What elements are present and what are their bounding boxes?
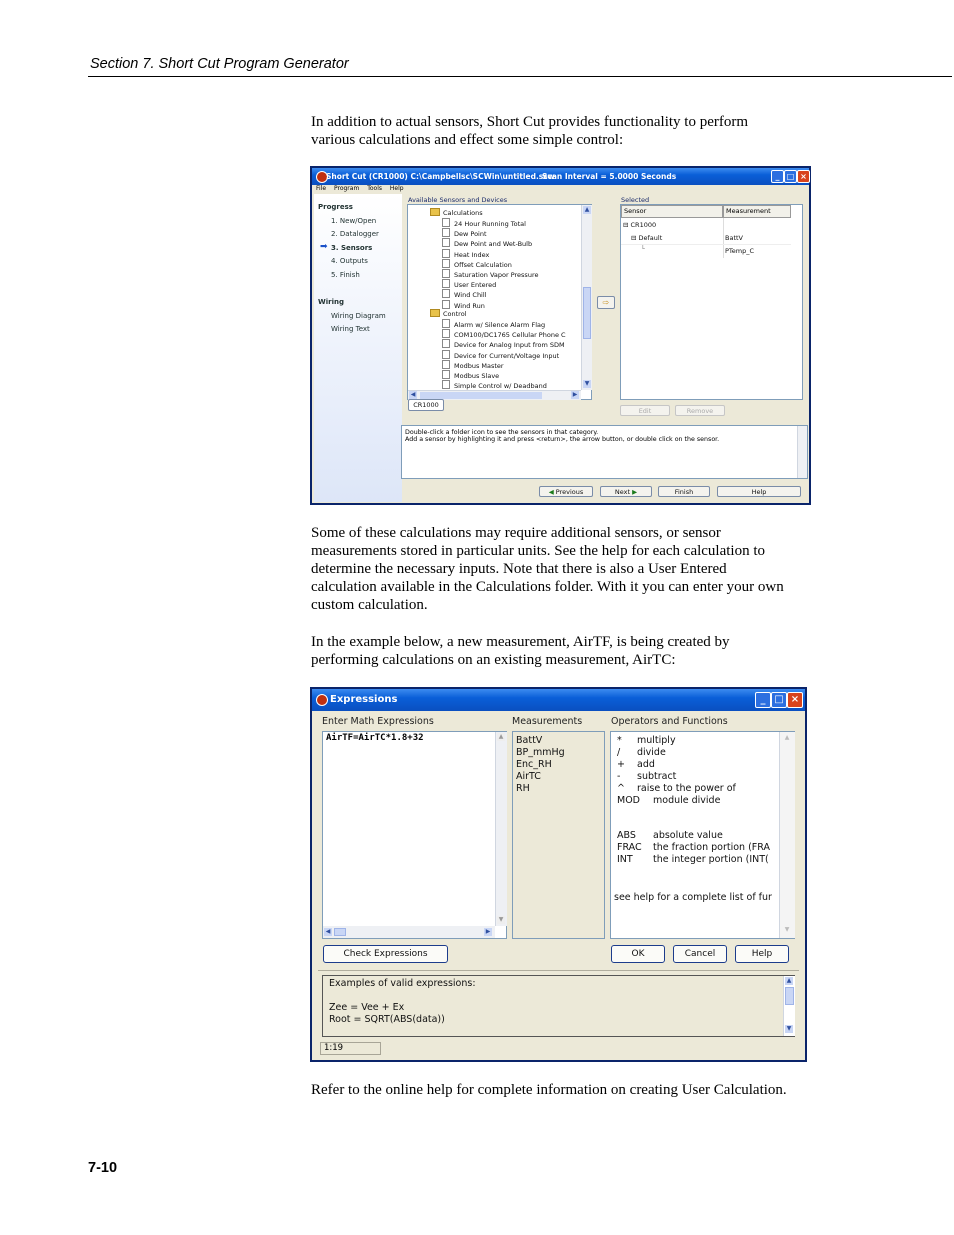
progress-sidebar [314, 194, 402, 502]
measurement-item[interactable]: Enc_RH [516, 759, 552, 770]
available-label: Available Sensors and Devices [408, 196, 508, 204]
closing-paragraph: Refer to the online help for complete information on creating User Calculation. [311, 1082, 787, 1098]
function-symbol[interactable]: FRAC [617, 842, 642, 853]
remove-button[interactable]: Remove [675, 405, 725, 416]
operator-description: raise to the power of [637, 783, 736, 794]
minimize-icon[interactable]: _ [771, 170, 784, 183]
scroll-right-icon[interactable]: ▶ [572, 391, 578, 398]
measurements-label: Measurements [512, 716, 583, 727]
finish-button[interactable]: Finish [658, 486, 710, 497]
expressions-titlebar [312, 689, 805, 711]
minimize-icon[interactable]: _ [755, 692, 771, 708]
intro-line: In addition to actual sensors, Short Cut provides functionality to perform [311, 114, 749, 130]
para2-line: custom calculation. [311, 597, 428, 613]
menu-file[interactable]: File [316, 185, 327, 192]
examples-scroll-down-icon[interactable]: ▼ [786, 1025, 792, 1032]
operator-description: module divide [653, 795, 721, 806]
next-button[interactable] [600, 486, 652, 497]
measurements-list[interactable] [512, 731, 605, 939]
see-help-note: see help for a complete list of fur [614, 892, 772, 903]
editor-scroll-right-icon[interactable]: ▶ [485, 928, 491, 935]
function-symbol[interactable]: INT [617, 854, 633, 865]
scan-interval: Scan Interval = 5.0000 Seconds [542, 172, 677, 181]
calculation-item[interactable]: Dew Point [442, 228, 487, 238]
help-text-box [401, 425, 808, 479]
intro-paragraph [311, 113, 811, 149]
expressions-title: Expressions [330, 694, 398, 705]
measurement-item[interactable]: RH [516, 783, 530, 794]
operator-description: multiply [637, 735, 676, 746]
calculations-folder[interactable]: Calculations [430, 208, 483, 217]
para2-line: Some of these calculations may require additional sensors, or sensor [311, 525, 721, 541]
column-measurement[interactable]: Measurement [723, 205, 791, 218]
step-finish[interactable]: 5. Finish [331, 271, 360, 279]
para2-line: determine the necessary inputs. Note that there is also a User Entered [311, 561, 727, 577]
selected-default-label: Default [638, 234, 663, 242]
measurement-item[interactable]: BattV [516, 735, 543, 746]
menu-bar [316, 185, 410, 192]
editor-scroll-left-icon[interactable]: ◀ [325, 928, 331, 935]
enter-expressions-label: Enter Math Expressions [322, 716, 434, 727]
section-header: Section 7. Short Cut Program Generator [90, 56, 349, 72]
scroll-up-icon[interactable]: ▲ [584, 206, 590, 213]
selected-root-label: CR1000 [630, 221, 657, 229]
function-description: the integer portion (INT( [653, 854, 769, 865]
calculation-item[interactable]: Wind Chill [442, 289, 486, 299]
selected-panel[interactable] [620, 204, 803, 400]
cancel-button[interactable]: Cancel [673, 945, 727, 963]
app-icon [316, 694, 328, 706]
add-sensor-arrow-button[interactable]: ⇨ [597, 296, 615, 309]
expression-text[interactable]: AirTF=AirTC*1.8+32 [326, 733, 424, 743]
editor-hscroll-thumb[interactable] [334, 928, 346, 936]
calculation-item[interactable]: 24 Hour Running Total [442, 218, 526, 228]
status-position: 1:19 [320, 1042, 381, 1055]
editor-scroll-down-icon[interactable]: ▼ [498, 916, 504, 923]
calculation-item[interactable]: Offset Calculation [442, 259, 512, 269]
editor-scroll-up-icon[interactable]: ▲ [498, 733, 504, 740]
close-icon[interactable]: × [787, 692, 803, 708]
operator-description: divide [637, 747, 666, 758]
intro-line: various calculations and effect some simple control: [311, 132, 624, 148]
previous-button[interactable] [539, 486, 593, 497]
next-label: Next [614, 488, 631, 496]
operator-symbol[interactable]: - [617, 771, 621, 782]
column-divider [723, 218, 724, 258]
step-sensors[interactable]: 3. Sensors [331, 244, 373, 252]
operators-scroll-up-icon[interactable]: ▲ [784, 734, 790, 741]
maximize-icon[interactable]: □ [771, 692, 787, 708]
operator-symbol[interactable]: + [617, 759, 625, 770]
function-description: the fraction portion (FRA [653, 842, 770, 853]
help-button[interactable]: Help [735, 945, 789, 963]
example-line: Root = SQRT(ABS(data)) [329, 1014, 445, 1025]
wiring-diagram-link[interactable]: Wiring Diagram [331, 312, 386, 320]
header-rule [88, 76, 952, 77]
control-item[interactable]: Simple Control w/ Deadband [442, 380, 547, 390]
shortcut-window [310, 166, 811, 505]
editor-hscrollbar[interactable] [323, 926, 495, 938]
tab-cr1000[interactable]: CR1000 [408, 399, 444, 411]
shortcut-titlebar [312, 168, 809, 185]
calculation-item[interactable]: Heat Index [442, 249, 489, 259]
para3-line: performing calculations on an existing measurement, AirTC: [311, 652, 676, 668]
tree-scroll-thumb[interactable] [583, 287, 591, 339]
operators-scrollbar[interactable] [779, 732, 795, 938]
measurement-item[interactable]: BP_mmHg [516, 747, 565, 758]
operator-symbol[interactable]: * [617, 735, 622, 746]
available-tree[interactable] [407, 204, 592, 400]
calculation-item[interactable]: User Entered [442, 279, 496, 289]
measurement-item[interactable]: AirTC [516, 771, 541, 782]
examples-box [322, 975, 795, 1037]
selected-default[interactable]: ⊟ Default [631, 234, 663, 242]
current-step-arrow-icon: ➡ [320, 242, 328, 252]
operators-label: Operators and Functions [611, 716, 728, 727]
separator [318, 970, 799, 971]
tree-hscroll-thumb[interactable] [420, 392, 542, 399]
example-line: Zee = Vee + Ex [329, 1002, 405, 1013]
control-item[interactable]: Device for Analog Input from SDM [442, 339, 565, 349]
para3-line: In the example below, a new measurement, AirTF, is being created by [311, 634, 730, 650]
control-item[interactable]: Device for Current/Voltage Input [442, 350, 559, 360]
control-item[interactable]: Alarm w/ Silence Alarm Flag [442, 319, 545, 329]
selected-root[interactable]: ⊟ CR1000 [623, 221, 657, 229]
para2-line: calculation available in the Calculations folder. With it you can enter your own [311, 579, 784, 595]
column-sensor[interactable]: Sensor [621, 205, 723, 218]
edit-button[interactable]: Edit [620, 405, 670, 416]
function-symbol[interactable]: ABS [617, 830, 636, 841]
control-item[interactable]: Modbus Slave [442, 370, 499, 380]
operators-scroll-down-icon[interactable]: ▼ [784, 926, 790, 933]
calculation-item[interactable]: Saturation Vapor Pressure [442, 269, 538, 279]
examples-title: Examples of valid expressions: [329, 978, 476, 989]
scroll-down-icon[interactable]: ▼ [584, 380, 590, 387]
previous-arrow-icon: ◀ [548, 488, 554, 496]
row-divider [621, 244, 791, 245]
ok-button[interactable]: OK [611, 945, 665, 963]
calculation-item[interactable]: Dew Point and Wet-Bulb [442, 238, 532, 248]
operators-list[interactable] [610, 731, 795, 939]
selected-label: Selected [621, 196, 650, 204]
help-line: Double-click a folder icon to see the sensors in that category. [405, 429, 599, 436]
example-paragraph [311, 633, 811, 669]
control-item[interactable]: COM100/DC1765 Cellular Phone C [442, 329, 566, 339]
menu-help[interactable]: Help [389, 185, 404, 192]
operator-description: add [637, 759, 655, 770]
calculations-paragraph [311, 524, 821, 614]
previous-label: Previous [555, 488, 584, 496]
operator-symbol[interactable]: ^ [617, 783, 625, 794]
progress-heading: Progress [318, 203, 353, 211]
window-title: Short Cut (CR1000) C:\Campbellsc\SCWin\untitled.scw [326, 172, 555, 181]
operator-description: subtract [637, 771, 677, 782]
expression-editor[interactable] [322, 731, 507, 939]
check-expressions-button[interactable]: Check Expressions [323, 945, 448, 963]
close-icon[interactable]: × [797, 170, 810, 183]
wiring-heading: Wiring [318, 298, 344, 306]
menu-program[interactable]: Program [333, 185, 360, 192]
step-outputs[interactable]: 4. Outputs [331, 257, 368, 265]
scroll-left-icon[interactable]: ◀ [410, 391, 416, 398]
examples-scroll-thumb[interactable] [785, 987, 794, 1005]
operator-symbol[interactable]: / [617, 747, 621, 758]
next-arrow-icon: ▶ [632, 488, 638, 496]
maximize-icon[interactable]: □ [784, 170, 797, 183]
help-scrollbar[interactable] [797, 426, 807, 478]
examples-scroll-up-icon[interactable]: ▲ [786, 977, 792, 984]
step-new-open[interactable]: 1. New/Open [331, 217, 377, 225]
editor-vscrollbar[interactable] [495, 732, 507, 926]
selected-meas-ptemp[interactable]: PTemp_C [725, 247, 755, 255]
control-item[interactable]: Modbus Master [442, 360, 504, 370]
expressions-window [310, 687, 807, 1062]
tree-branch-icon: └ [641, 245, 645, 253]
examples-scrollbar[interactable] [783, 976, 795, 1036]
step-datalogger[interactable]: 2. Datalogger [331, 230, 379, 238]
tree-vscrollbar[interactable] [581, 205, 592, 390]
function-description: absolute value [653, 830, 723, 841]
para2-line: measurements stored in particular units. See the help for each calculation to [311, 543, 766, 559]
operator-symbol[interactable]: MOD [617, 795, 640, 806]
menu-tools[interactable]: Tools [367, 185, 382, 192]
wiring-text-link[interactable]: Wiring Text [331, 325, 370, 333]
help-button[interactable]: Help [717, 486, 801, 497]
selected-meas-battv[interactable]: BattV [725, 234, 743, 242]
control-folder[interactable]: Control [430, 309, 467, 318]
page-number: 7-10 [88, 1160, 118, 1176]
calculation-item[interactable]: Wind Run [442, 300, 485, 310]
help-line: Add a sensor by highlighting it and press <return>, the arrow button, or double click on the sensor. [405, 436, 720, 443]
